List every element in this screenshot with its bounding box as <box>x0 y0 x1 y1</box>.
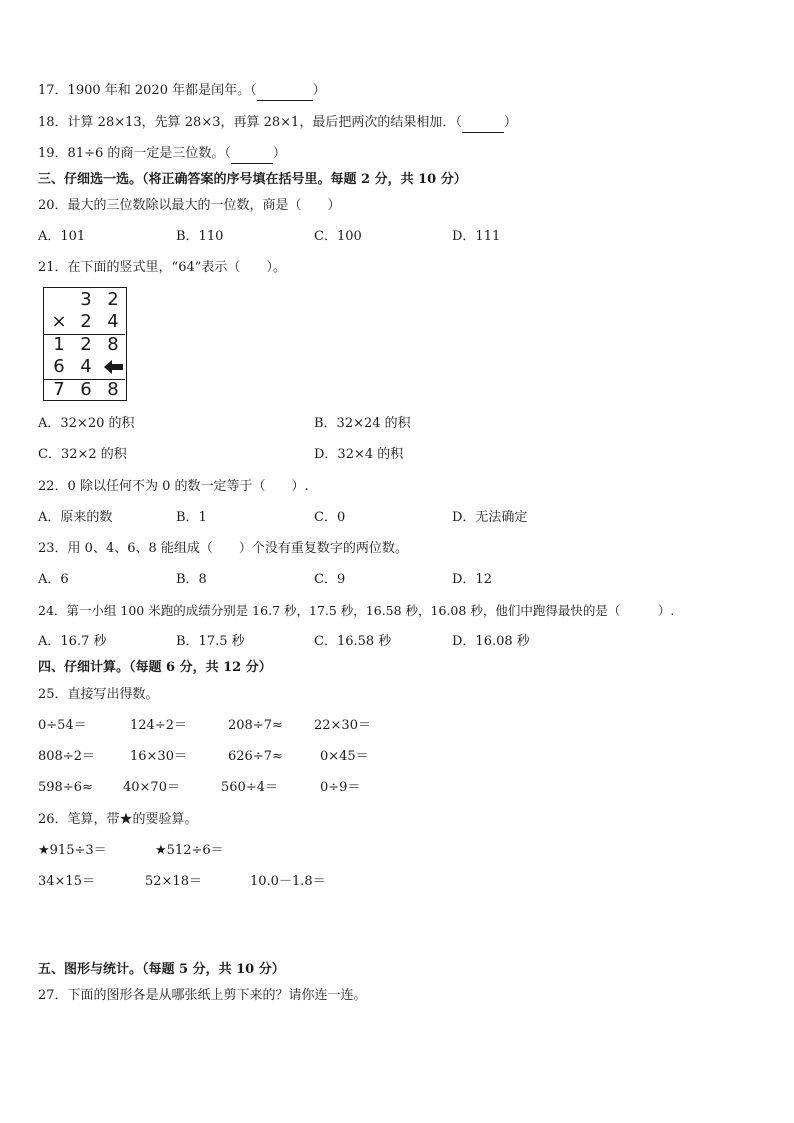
question-22: 22．0 除以任何不为 0 的数一定等于（ ）. <box>38 479 309 494</box>
calc-item: 52×18＝ <box>145 874 202 889</box>
digit: 6 <box>80 379 92 400</box>
left-arrow-icon <box>104 360 124 374</box>
question-27: 27．下面的图形各是从哪张纸上剪下来的？请你连一连。 <box>38 988 367 1003</box>
calc-item: 0÷54＝ <box>38 718 87 733</box>
calc-item: 208÷7≈ <box>228 718 283 733</box>
calc-item: ★512÷6＝ <box>155 843 224 858</box>
answer-blank[interactable] <box>462 114 504 133</box>
q22-option-c[interactable]: C．0 <box>314 510 346 525</box>
times-sign: × <box>51 311 67 332</box>
digit: 1 <box>53 334 65 355</box>
calc-item: 0÷9＝ <box>320 780 361 795</box>
digit: 8 <box>107 379 119 400</box>
digit: 2 <box>80 311 92 332</box>
calc-item: 626÷7≈ <box>228 749 283 764</box>
digit: 8 <box>107 334 119 355</box>
question-17: 17．1900 年和 2020 年都是闰年。（ ） <box>38 82 326 101</box>
q24-option-a[interactable]: A．16.7 秒 <box>38 634 107 649</box>
calc-item: 808÷2＝ <box>38 749 95 764</box>
calc-item: 34×15＝ <box>38 874 95 889</box>
q23-option-c[interactable]: C．9 <box>314 572 346 587</box>
digit: 2 <box>107 289 119 310</box>
question-20: 20．最大的三位数除以最大的一位数，商是（ ） <box>38 198 341 213</box>
q22-option-b[interactable]: B．1 <box>176 510 207 525</box>
section-3-heading: 三、仔细选一选。（将正确答案的序号填在括号里。每题 2 分，共 10 分） <box>38 172 467 187</box>
q21-option-d[interactable]: D．32×4 的积 <box>314 447 404 462</box>
section-4-heading: 四、仔细计算。（每题 6 分，共 12 分） <box>38 660 272 675</box>
calc-item: 10.0－1.8＝ <box>250 874 326 889</box>
calc-item: 0×45＝ <box>320 749 369 764</box>
digit: 4 <box>80 356 92 377</box>
q24-option-b[interactable]: B．17.5 秒 <box>176 634 245 649</box>
q20-option-a[interactable]: A．101 <box>38 229 86 244</box>
calc-item: 124÷2＝ <box>130 718 187 733</box>
q21-option-a[interactable]: A．32×20 的积 <box>38 416 135 431</box>
question-25: 25．直接写出得数。 <box>38 687 159 702</box>
q23-option-a[interactable]: A．6 <box>38 572 69 587</box>
digit: 6 <box>53 356 65 377</box>
calc-item: 22×30＝ <box>314 718 371 733</box>
question-21: 21．在下面的竖式里，“64”表示（ ）。 <box>38 260 286 275</box>
q21-option-c[interactable]: C．32×2 的积 <box>38 447 127 462</box>
question-18: 18．计算 28×13，先算 28×3，再算 28×1，最后把两次的结果相加．（ ） <box>38 114 517 133</box>
question-23: 23．用 0、4、6、8 能组成（ ）个没有重复数字的两位数。 <box>38 541 408 556</box>
q22-option-d[interactable]: D．无法确定 <box>452 510 528 525</box>
answer-blank[interactable] <box>231 145 273 164</box>
q20-option-d[interactable]: D．111 <box>452 229 501 244</box>
question-19: 19．81÷6 的商一定是三位数。（ ） <box>38 145 286 164</box>
calc-item: 40×70＝ <box>123 780 180 795</box>
calc-item: 598÷6≈ <box>38 780 93 795</box>
q23-option-d[interactable]: D．12 <box>452 572 492 587</box>
q20-option-b[interactable]: B．110 <box>176 229 224 244</box>
calc-item: 16×30＝ <box>130 749 187 764</box>
answer-blank[interactable] <box>257 82 313 101</box>
q24-option-d[interactable]: D．16.08 秒 <box>452 634 530 649</box>
digit: 2 <box>80 334 92 355</box>
q21-option-b[interactable]: B．32×24 的积 <box>314 416 411 431</box>
section-5-heading: 五、图形与统计。（每题 5 分，共 10 分） <box>38 962 285 977</box>
q22-option-a[interactable]: A．原来的数 <box>38 510 113 525</box>
question-26: 26．笔算，带★的要验算。 <box>38 812 198 827</box>
digit: 7 <box>53 379 65 400</box>
q23-option-b[interactable]: B．8 <box>176 572 207 587</box>
calc-item: 560÷4＝ <box>221 780 278 795</box>
q24-option-c[interactable]: C．16.58 秒 <box>314 634 392 649</box>
q20-option-c[interactable]: C．100 <box>314 229 362 244</box>
vertical-multiplication <box>43 287 127 401</box>
question-24: 24．第一小组 100 米跑的成绩分别是 16.7 秒，17.5 秒，16.58 秒，16.08 秒，他们中跑得最快的是（ ）. <box>38 603 675 618</box>
digit: 4 <box>107 311 119 332</box>
digit: 3 <box>80 289 92 310</box>
calc-item: ★915÷3＝ <box>38 843 107 858</box>
